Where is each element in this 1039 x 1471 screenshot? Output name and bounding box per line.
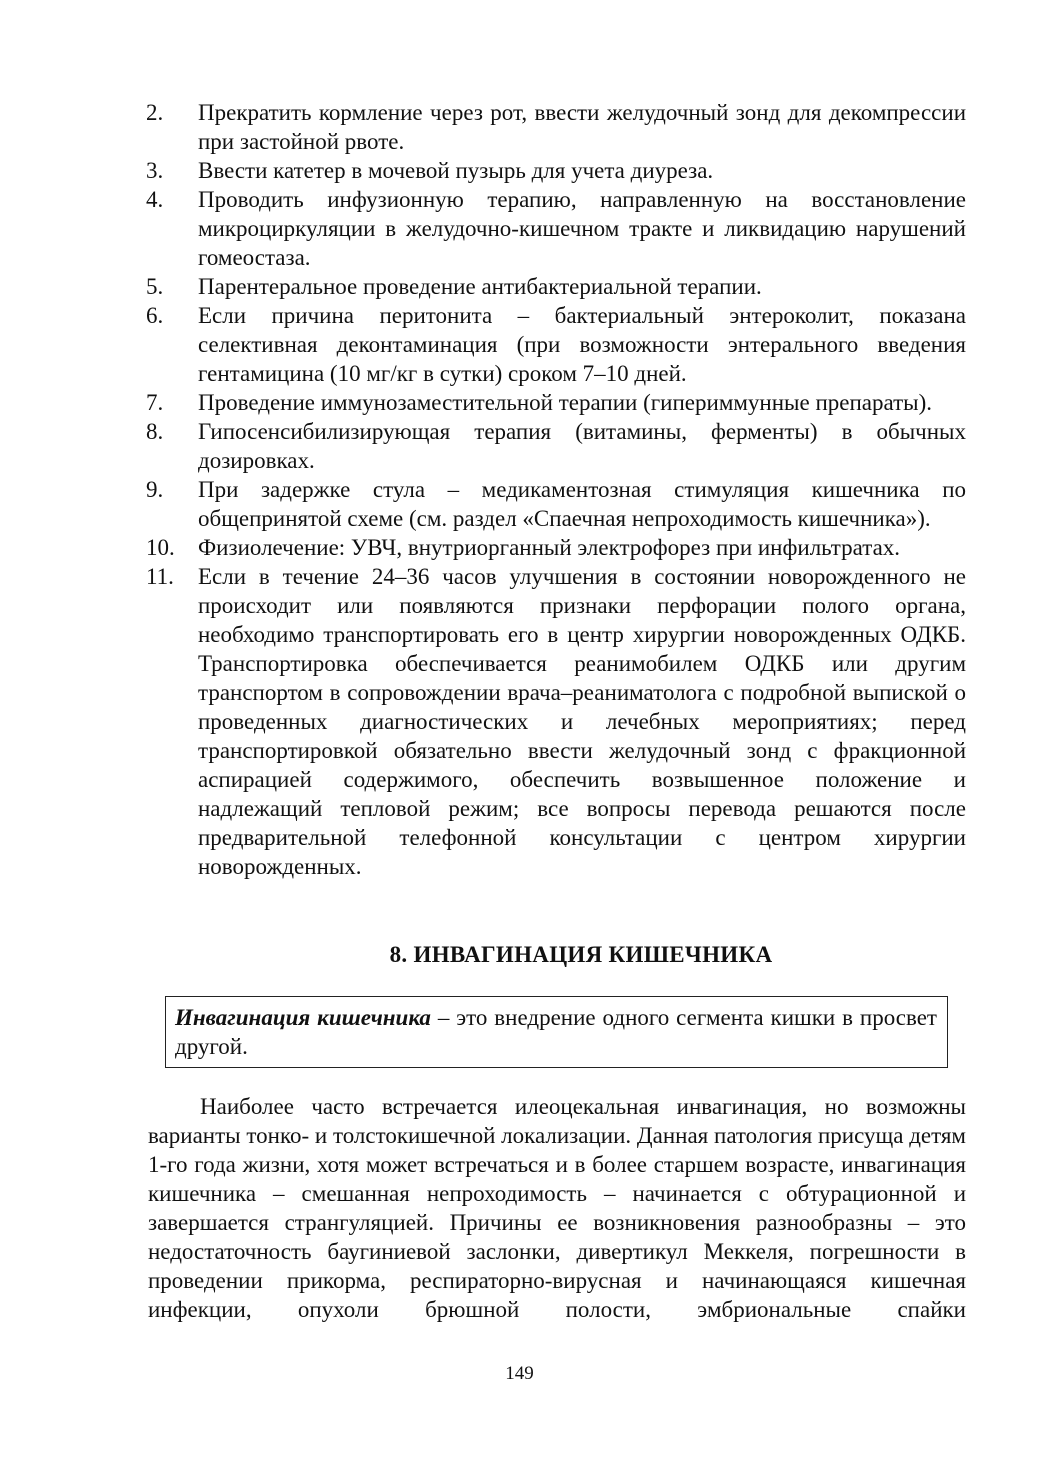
list-item bbox=[146, 98, 966, 156]
list-item-number: 9. bbox=[146, 477, 164, 502]
list-item bbox=[146, 156, 966, 185]
list-item-text: Проведение иммунозаместительной терапии (гипериммунные препараты). bbox=[198, 390, 933, 415]
list-item-number: 6. bbox=[146, 303, 164, 328]
list-item-text: Парентеральное проведение антибактериальной терапии. bbox=[198, 274, 762, 299]
definition-box bbox=[165, 996, 948, 1068]
definition-text: – это внедрение одного сегмента кишки в просвет другой. bbox=[175, 1005, 937, 1059]
list-item bbox=[146, 301, 966, 388]
list-item-number: 5. bbox=[146, 274, 164, 299]
list-item-text: Если в течение 24–36 часов улучшения в состоянии новорожденного не происходит или появляются признаки перфорации полого органа, необходимо транспортировать его в центр хирургии новорожденных ОДКБ. Транспортировка обеспечивается реанимобилем ОДКБ или другим транспортом в сопровождении врача–реаниматолога с подробной выпиской о проведенных диагностических и лечебных мероприятиях; перед транспортировкой обязательно ввести желудочный зонд с фракционной аспирацией содержимого, обеспечить возвышенное положение и надлежащий тепловой режим; все вопросы перевода решаются после предварительной телефонной консультации с центром хирургии новорожденных. bbox=[198, 564, 966, 879]
list-item bbox=[146, 562, 966, 881]
list-item bbox=[146, 185, 966, 272]
list-item-number: 4. bbox=[146, 187, 164, 212]
list-item-text: Если причина перитонита – бактериальный энтероколит, показана селективная деконтаминация (при возможности энтерального введения гентамицина (10 мг/кг в сутки) сроком 7–10 дней. bbox=[198, 303, 966, 386]
body-paragraph: Наиболее часто встречается илеоцекальная инвагинация, но возможны варианты тонко- и толстокишечной локализации. Данная патология присуща детям 1-го года жизни, хотя может встречаться и в более старшем возрасте, инвагинация кишечника – смешанная непроходимость – начинается с обтурационной и завершается странгуляцией. Причины ее возникновения разнообразны – это недостаточность баугиниевой заслонки, дивертикул Меккеля, погрешности в проведении прикорма, респираторно-вирусная и начинающаяся кишечная инфекции, опухоли брюшной полости, эмбриональные спайки bbox=[148, 1094, 966, 1322]
list-item-text: При задержке стула – медикаментозная стимуляция кишечника по общепринятой схеме (см. раздел «Спаечная непроходимость кишечника»). bbox=[198, 477, 966, 531]
list-item-text: Физиолечение: УВЧ, внутриорганный электрофорез при инфильтратах. bbox=[198, 535, 901, 560]
list-item-text: Проводить инфузионную терапию, направленную на восстановление микроциркуляции в желудочно-кишечном тракте и ликвидацию нарушений гомеостаза. bbox=[198, 187, 966, 270]
list-item-text: Гипосенсибилизирующая терапия (витамины, ферменты) в обычных дозировках. bbox=[198, 419, 966, 473]
list-item-number: 8. bbox=[146, 419, 164, 444]
page-number: 149 bbox=[505, 1363, 534, 1384]
list-item-number: 3. bbox=[146, 158, 164, 183]
list-item bbox=[146, 272, 966, 301]
list-item bbox=[146, 533, 966, 562]
list-item-number: 2. bbox=[146, 100, 164, 125]
list-item-number: 11. bbox=[146, 564, 174, 589]
definition-term: Инвагинация кишечника bbox=[175, 1005, 431, 1030]
list-item bbox=[146, 417, 966, 475]
list-item-number: 10. bbox=[146, 535, 175, 560]
list-item-text: Ввести катетер в мочевой пузырь для учета диуреза. bbox=[198, 158, 714, 183]
treatment-list bbox=[146, 98, 966, 881]
section-heading: 8. ИНВАГИНАЦИЯ КИШЕЧНИКА bbox=[389, 942, 773, 967]
list-item bbox=[146, 388, 966, 417]
list-item bbox=[146, 475, 966, 533]
list-item-number: 7. bbox=[146, 390, 164, 415]
list-item-text: Прекратить кормление через рот, ввести желудочный зонд для декомпрессии при застойной рвоте. bbox=[198, 100, 966, 154]
